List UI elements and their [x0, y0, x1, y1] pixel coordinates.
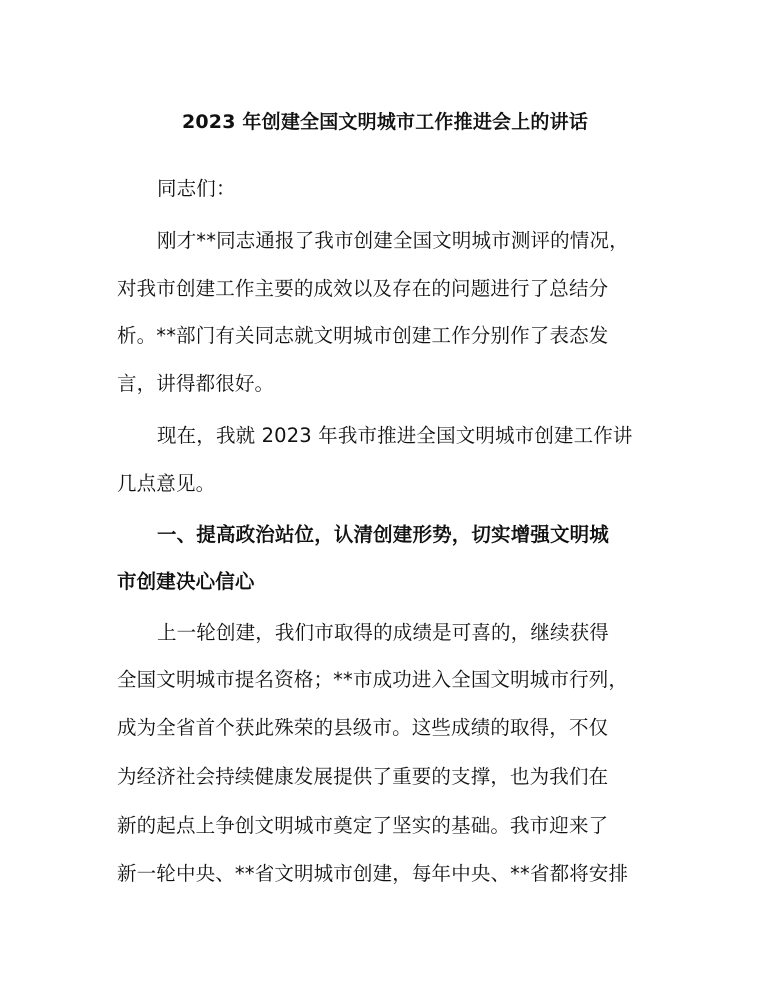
paragraph-line: 新一轮中央、**省文明城市创建，每年中央、**省都将安排 — [117, 862, 629, 885]
paragraph-line: 为经济社会持续健康发展提供了重要的支撑，也为我们在 — [117, 765, 609, 788]
paragraph-line: 言，讲得都很好。 — [117, 372, 275, 395]
paragraph-line: 几点意见。 — [117, 472, 216, 495]
salutation: 同志们： — [157, 177, 236, 200]
paragraph-line: 全国文明城市提名资格；**市成功进入全国文明城市行列， — [117, 668, 629, 691]
paragraph-line: 成为全省首个获此殊荣的县级市。这些成绩的取得，不仅 — [117, 716, 609, 739]
paragraph-line: 对我市创建工作主要的成效以及存在的问题进行了总结分 — [117, 277, 609, 300]
section-heading: 市创建决心信心 — [117, 570, 255, 593]
paragraph-line: 新的起点上争创文明城市奠定了坚实的基础。我市迎来了 — [117, 814, 609, 837]
paragraph-line: 现在，我就 2023 年我市推进全国文明城市创建工作讲 — [157, 424, 633, 447]
paragraph-line: 刚才**同志通报了我市创建全国文明城市测评的情况， — [157, 229, 629, 252]
paragraph-line: 上一轮创建，我们市取得的成绩是可喜的，继续获得 — [157, 621, 609, 644]
section-heading: 一、提高政治站位，认清创建形势，切实增强文明城 — [157, 523, 609, 546]
document-title: 2023 年创建全国文明城市工作推进会上的讲话 — [181, 111, 589, 133]
paragraph-line: 析。**部门有关同志就文明城市创建工作分别作了表态发 — [117, 324, 609, 347]
